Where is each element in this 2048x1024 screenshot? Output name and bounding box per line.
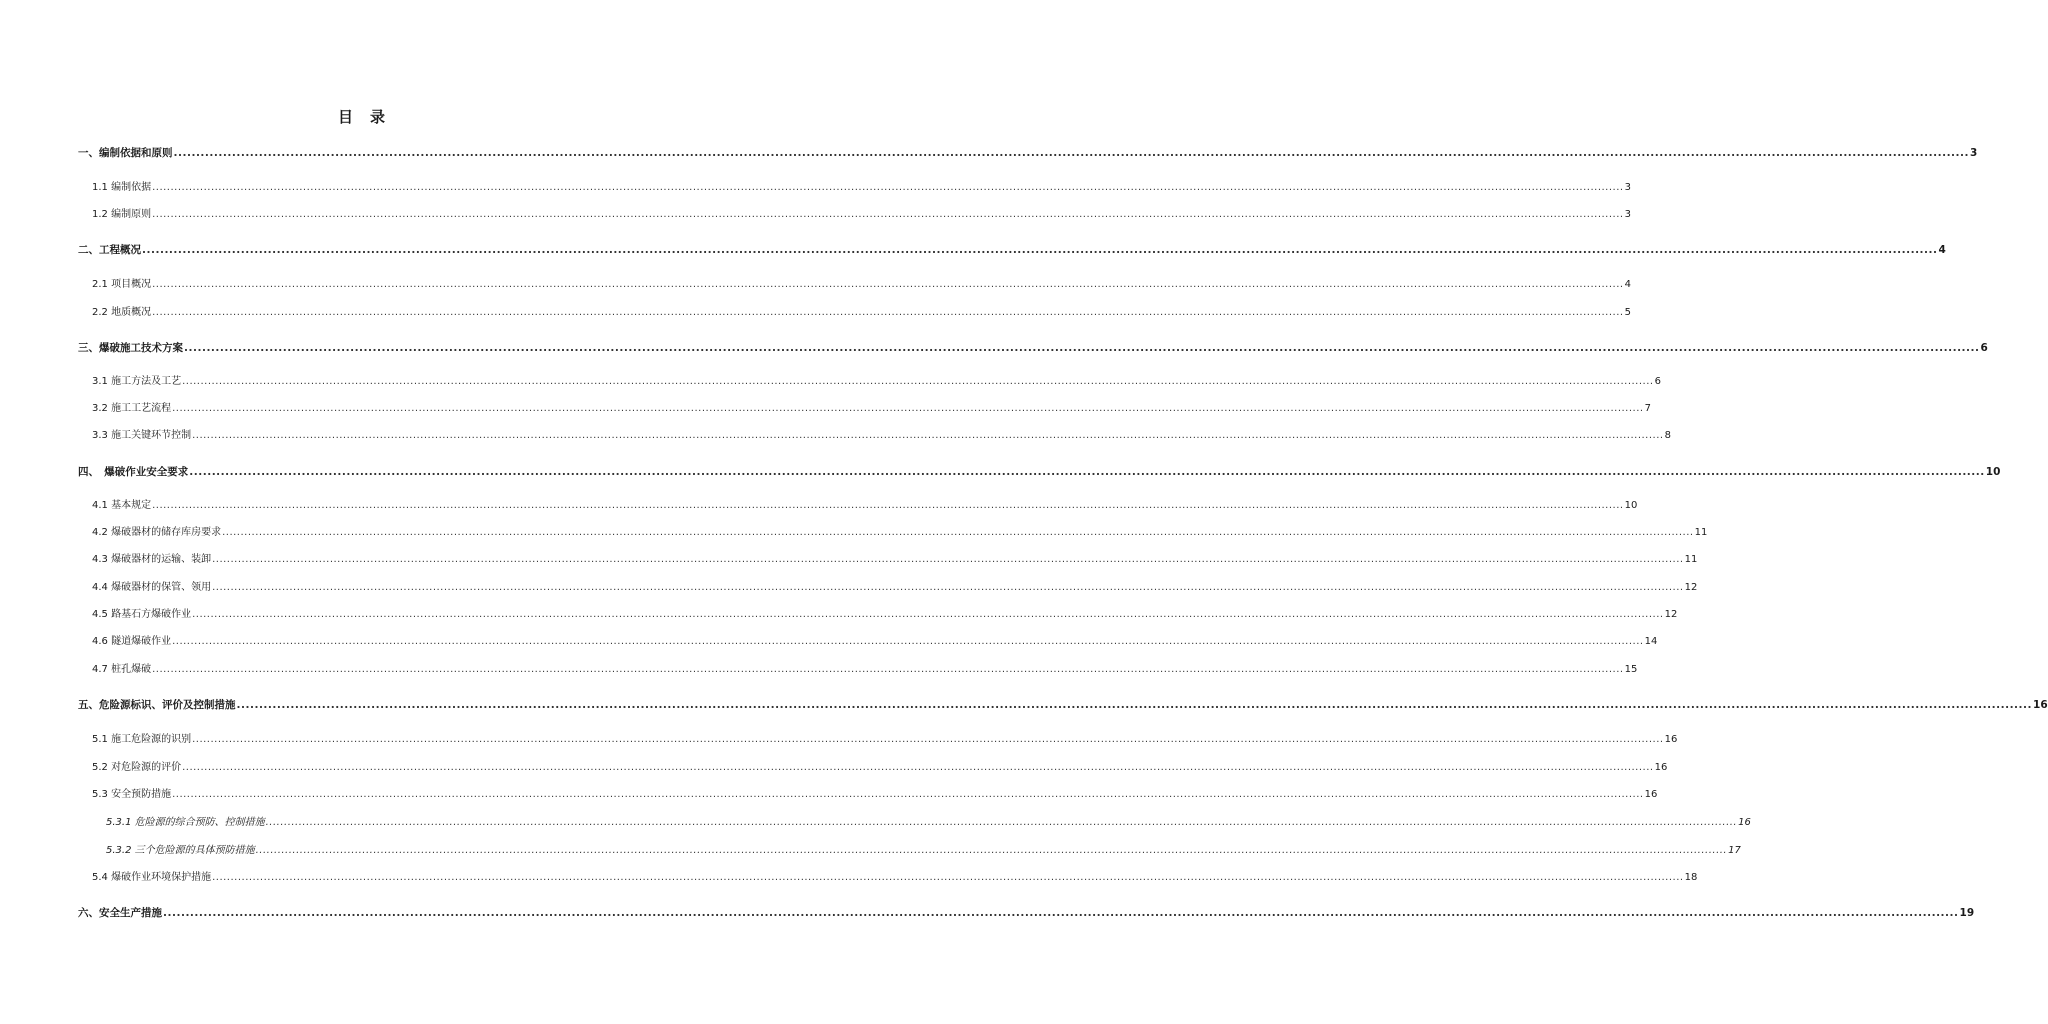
toc-entry-page-number: 16 [1664, 734, 1678, 745]
toc-dot-leader: ................................................................................................................................................................................................................................................................................................................................................................................................................ [173, 147, 1970, 159]
toc-entry-label: 4.4 爆破器材的保管、领用 [92, 582, 212, 593]
toc-entry[interactable] [78, 697, 2048, 713]
toc-dot-leader: ................................................................................................................................................................................................................................................................................................................................................................................................................ [152, 209, 1624, 220]
toc-entry[interactable] [92, 277, 1631, 293]
toc-entry[interactable] [92, 525, 1708, 541]
toc-entry-page-number: 6 [1980, 342, 1988, 354]
toc-entry-page-number: 15 [1624, 664, 1638, 675]
toc-entry-page-number: 3 [1970, 147, 1978, 159]
toc-entry[interactable] [92, 207, 1631, 223]
toc-entry[interactable] [92, 180, 1631, 196]
toc-entry[interactable] [106, 843, 1741, 859]
toc-entry-label: 5.1 施工危险源的识别 [92, 734, 192, 745]
toc-dot-leader: ................................................................................................................................................................................................................................................................................................................................................................................................................ [222, 527, 1694, 538]
toc-dot-leader: ................................................................................................................................................................................................................................................................................................................................................................................................................ [142, 244, 1938, 256]
toc-entry-page-number: 3 [1624, 182, 1631, 193]
toc-entry-label: 3.1 施工方法及工艺 [92, 376, 182, 387]
toc-entry[interactable] [92, 552, 1698, 568]
toc-dot-leader: ................................................................................................................................................................................................................................................................................................................................................................................................................ [152, 182, 1624, 193]
toc-dot-leader: ................................................................................................................................................................................................................................................................................................................................................................................................................ [152, 500, 1624, 511]
toc-dot-leader: ................................................................................................................................................................................................................................................................................................................................................................................................................ [236, 699, 2033, 711]
toc-entry[interactable] [78, 340, 1988, 356]
toc-entry-page-number: 4 [1624, 279, 1631, 290]
toc-entry-page-number: 16 [1738, 817, 1751, 828]
toc-entry-label: 5.2 对危险源的评价 [92, 762, 182, 773]
toc-dot-leader: ................................................................................................................................................................................................................................................................................................................................................................................................................ [192, 430, 1664, 441]
toc-entry-label: 5.3.1 危险源的综合预防、控制措施 [106, 817, 265, 828]
toc-entry-label: 三、爆破施工技术方案 [78, 342, 183, 354]
toc-dot-leader: ................................................................................................................................................................................................................................................................................................................................................................................................................ [265, 817, 1738, 828]
toc-entry-page-number: 7 [1644, 403, 1651, 414]
toc-entry-label: 四、 爆破作业安全要求 [78, 466, 189, 478]
toc-entry-label: 二、工程概况 [78, 244, 141, 256]
toc-entry-page-number: 11 [1694, 527, 1708, 538]
toc-dot-leader: ................................................................................................................................................................................................................................................................................................................................................................................................................ [189, 466, 1985, 478]
toc-entry[interactable] [92, 607, 1678, 623]
toc-entry-label: 2.2 地质概况 [92, 307, 152, 318]
toc-dot-leader: ................................................................................................................................................................................................................................................................................................................................................................................................................ [152, 279, 1624, 290]
toc-entry-label: 5.3 安全预防措施 [92, 789, 172, 800]
toc-entry-label: 六、安全生产措施 [78, 907, 162, 919]
toc-entry-label: 5.3.2 三个危险源的具体预防措施 [106, 845, 255, 856]
toc-entry-label: 一、编制依据和原则 [78, 147, 173, 159]
toc-entry-page-number: 11 [1684, 554, 1698, 565]
toc-dot-leader: ................................................................................................................................................................................................................................................................................................................................................................................................................ [255, 845, 1728, 856]
toc-dot-leader: ................................................................................................................................................................................................................................................................................................................................................................................................................ [212, 582, 1684, 593]
toc-entry[interactable] [92, 732, 1678, 748]
toc-entry-page-number: 8 [1664, 430, 1671, 441]
toc-entry-page-number: 19 [1959, 907, 1975, 919]
toc-dot-leader: ................................................................................................................................................................................................................................................................................................................................................................................................................ [184, 342, 1980, 354]
toc-dot-leader: ................................................................................................................................................................................................................................................................................................................................................................................................................ [212, 554, 1684, 565]
toc-entry-page-number: 16 [1644, 789, 1658, 800]
toc-entry-label: 3.3 施工关键环节控制 [92, 430, 192, 441]
toc-entry-page-number: 14 [1644, 636, 1658, 647]
toc-dot-leader: ................................................................................................................................................................................................................................................................................................................................................................................................................ [192, 734, 1664, 745]
toc-entry-page-number: 10 [1985, 466, 2001, 478]
toc-dot-leader: ................................................................................................................................................................................................................................................................................................................................................................................................................ [182, 762, 1654, 773]
toc-dot-leader: ................................................................................................................................................................................................................................................................................................................................................................................................................ [212, 872, 1684, 883]
toc-dot-leader: ................................................................................................................................................................................................................................................................................................................................................................................................................ [163, 907, 1959, 919]
toc-entry-label: 五、危险源标识、评价及控制措施 [78, 699, 236, 711]
toc-entry-label: 5.4 爆破作业环境保护措施 [92, 872, 212, 883]
toc-entry[interactable] [92, 760, 1668, 776]
toc-entry-label: 4.3 爆破器材的运输、装卸 [92, 554, 212, 565]
toc-entry-page-number: 5 [1624, 307, 1631, 318]
toc-entry-label: 4.7 桩孔爆破 [92, 664, 152, 675]
toc-entry[interactable] [92, 580, 1698, 596]
toc-entry-label: 2.1 项目概况 [92, 279, 152, 290]
toc-entry[interactable] [92, 498, 1638, 514]
toc-entry[interactable] [78, 464, 2001, 480]
toc-entry-label: 3.2 施工工艺流程 [92, 403, 172, 414]
toc-entry-label: 4.5 路基石方爆破作业 [92, 609, 192, 620]
toc-entry[interactable] [92, 428, 1671, 444]
toc-dot-leader: ................................................................................................................................................................................................................................................................................................................................................................................................................ [182, 376, 1654, 387]
toc-entry-page-number: 17 [1728, 845, 1741, 856]
toc-entry-page-number: 4 [1938, 244, 1946, 256]
toc-entry-page-number: 18 [1684, 872, 1698, 883]
toc-dot-leader: ................................................................................................................................................................................................................................................................................................................................................................................................................ [172, 789, 1644, 800]
toc-entry-page-number: 16 [1654, 762, 1668, 773]
toc-entry-page-number: 3 [1624, 209, 1631, 220]
toc-entry-page-number: 12 [1664, 609, 1678, 620]
toc-entry-label: 4.6 隧道爆破作业 [92, 636, 172, 647]
toc-entry-page-number: 12 [1684, 582, 1698, 593]
toc-entry[interactable] [106, 815, 1751, 831]
toc-entry-label: 4.2 爆破器材的储存库房要求 [92, 527, 222, 538]
toc-entry[interactable] [78, 905, 1975, 921]
toc-entry-page-number: 10 [1624, 500, 1638, 511]
toc-entry[interactable] [92, 374, 1661, 390]
toc-title: 目 录 [337, 108, 386, 126]
toc-entry[interactable] [92, 305, 1631, 321]
toc-dot-leader: ................................................................................................................................................................................................................................................................................................................................................................................................................ [192, 609, 1664, 620]
toc-dot-leader: ................................................................................................................................................................................................................................................................................................................................................................................................................ [152, 664, 1624, 675]
toc-entry-page-number: 6 [1654, 376, 1661, 387]
toc-entry[interactable] [92, 401, 1651, 417]
toc-entry-page-number: 16 [2033, 699, 2048, 711]
toc-dot-leader: ................................................................................................................................................................................................................................................................................................................................................................................................................ [172, 636, 1644, 647]
toc-entry[interactable] [78, 145, 1978, 161]
toc-dot-leader: ................................................................................................................................................................................................................................................................................................................................................................................................................ [152, 307, 1624, 318]
toc-entry[interactable] [92, 634, 1658, 650]
toc-entry-label: 1.2 编制原则 [92, 209, 152, 220]
toc-dot-leader: ................................................................................................................................................................................................................................................................................................................................................................................................................ [172, 403, 1644, 414]
toc-entry[interactable] [92, 870, 1698, 886]
toc-entry[interactable] [92, 787, 1658, 803]
toc-entry-label: 1.1 编制依据 [92, 182, 152, 193]
toc-entry-label: 4.1 基本规定 [92, 500, 152, 511]
toc-entry[interactable] [78, 242, 1946, 258]
toc-entry[interactable] [92, 662, 1638, 678]
